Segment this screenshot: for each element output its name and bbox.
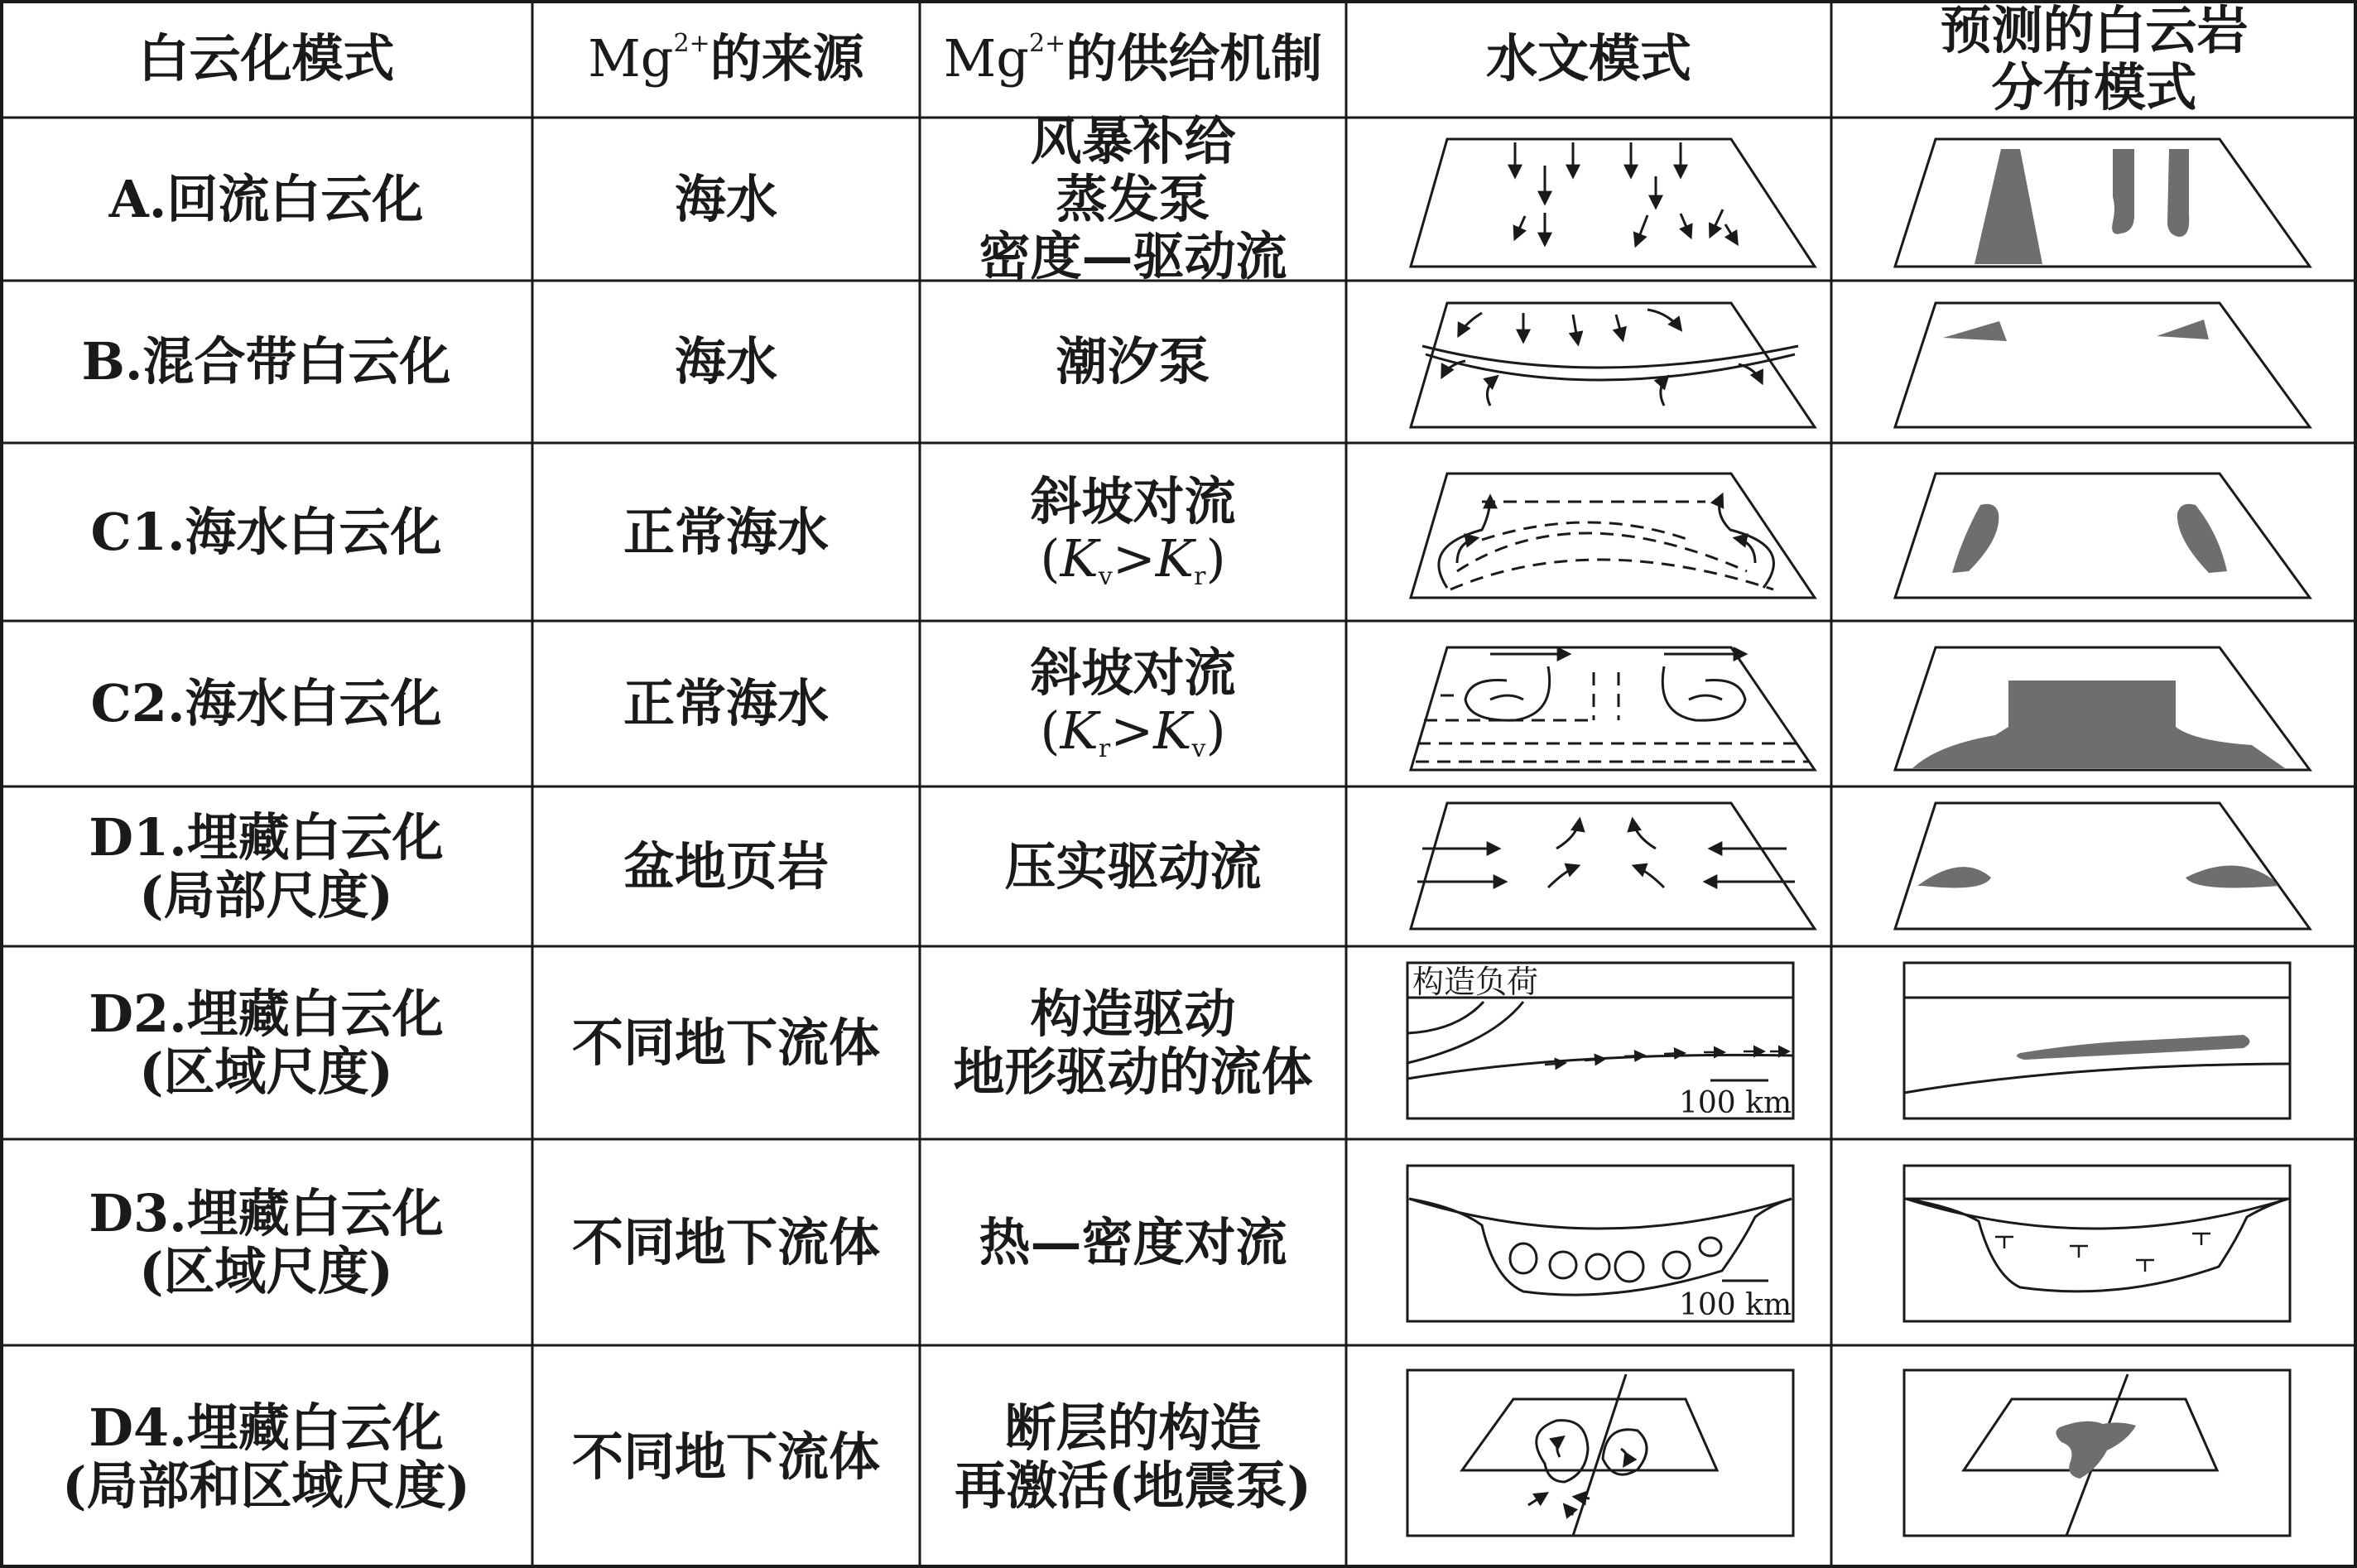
prediction-diagram-fault-seismic-pump xyxy=(1904,1370,2290,1536)
cell-text: 海水 xyxy=(674,168,777,229)
cell-text-line: D2.埋藏白云化 xyxy=(89,984,444,1045)
hydro-diagram-seawater-kv-gt-kr xyxy=(1411,474,1815,598)
prediction-diagram-mixing-zone xyxy=(1895,303,2310,427)
cell-text: 海水 xyxy=(674,331,777,392)
hydro-diagram-seawater-kr-gt-kv xyxy=(1411,647,1815,770)
cell-text-line: 斜坡对流 xyxy=(1030,642,1236,704)
cell-text-line: 密度—驱动流 xyxy=(979,226,1287,287)
dolomite-symbol xyxy=(1995,1234,2210,1272)
hydro-diagram-fault-seismic-pump xyxy=(1407,1370,1793,1536)
d3-scale-label: 100 km xyxy=(1679,1288,1792,1322)
cell-text-line: C1.海水白云化 xyxy=(90,501,442,562)
cell-text-line: 地形驱动的流体 xyxy=(953,1041,1313,1102)
permeability-formula: $(K_v>K_r)$ xyxy=(1040,528,1226,592)
cell-text-line: C2.海水白云化 xyxy=(90,673,442,734)
cell-text: 不同地下流体 xyxy=(571,1426,880,1487)
cell-text-line: 断层的构造 xyxy=(1004,1397,1262,1459)
cell-text-line: A.回流白云化 xyxy=(108,168,424,229)
cell-text-line: D1.埋藏白云化 xyxy=(89,807,444,868)
cell-text-line: 风暴补给 xyxy=(1030,111,1236,172)
cell-text-line: (局部和区域尺度) xyxy=(62,1455,470,1516)
cell-text-line: D3.埋藏白云化 xyxy=(89,1183,444,1244)
cell-text-line: 潮汐泵 xyxy=(1056,331,1210,392)
cell-text-line: 蒸发泵 xyxy=(1056,168,1210,229)
cell-text-line: (区域尺度) xyxy=(139,1041,393,1102)
cell-text-line: B.混合带白云化 xyxy=(81,331,451,392)
header-mg-source: $Mg^{2+}$的来源 xyxy=(588,28,864,89)
cell-text-line: 构造驱动 xyxy=(1030,984,1236,1045)
prediction-diagram-tectonic-topographic-flow xyxy=(1904,963,2290,1118)
cell-text: 盆地页岩 xyxy=(623,835,829,897)
hydro-diagram-compaction-flow xyxy=(1411,803,1815,929)
cell-text-line: 斜坡对流 xyxy=(1030,470,1236,531)
hydro-diagram-reflux xyxy=(1411,139,1815,267)
d2-tectonic-load-label: 构造负荷 xyxy=(1412,964,1539,1000)
prediction-diagram-thermal-convection xyxy=(1904,1166,2290,1321)
header-mode: 白云化模式 xyxy=(137,28,395,89)
header-hydrologic-model: 水文模式 xyxy=(1485,28,1691,89)
prediction-diagram-compaction-flow xyxy=(1895,803,2310,929)
cell-text-line: 压实驱动流 xyxy=(1004,835,1262,897)
cell-text: 正常海水 xyxy=(623,673,829,734)
cell-text: 正常海水 xyxy=(623,501,829,562)
hydro-diagram-mixing-zone xyxy=(1411,303,1815,427)
cell-text: 不同地下流体 xyxy=(571,1012,880,1073)
permeability-formula: $(K_r>K_v)$ xyxy=(1040,700,1226,763)
cell-text-line: (局部尺度) xyxy=(139,864,393,926)
prediction-diagram-seawater-kr-gt-kv xyxy=(1895,647,2310,770)
cell-text: 不同地下流体 xyxy=(571,1211,880,1272)
cell-text-line: 再激活(地震泵) xyxy=(955,1455,1311,1516)
cell-text-line: (区域尺度) xyxy=(139,1240,393,1301)
d2-scale-label: 100 km xyxy=(1679,1086,1792,1120)
prediction-diagram-reflux xyxy=(1895,139,2310,267)
header-predicted-dolomite-distribution: 预测的白云岩 分布模式 xyxy=(1940,0,2249,118)
cell-text-line: 热—密度对流 xyxy=(979,1211,1287,1272)
header-mg-supply-mechanism: $Mg^{2+}$的供给机制 xyxy=(943,28,1323,89)
cell-text-line: D4.埋藏白云化 xyxy=(89,1397,444,1459)
prediction-diagram-seawater-kv-gt-kr xyxy=(1895,474,2310,598)
